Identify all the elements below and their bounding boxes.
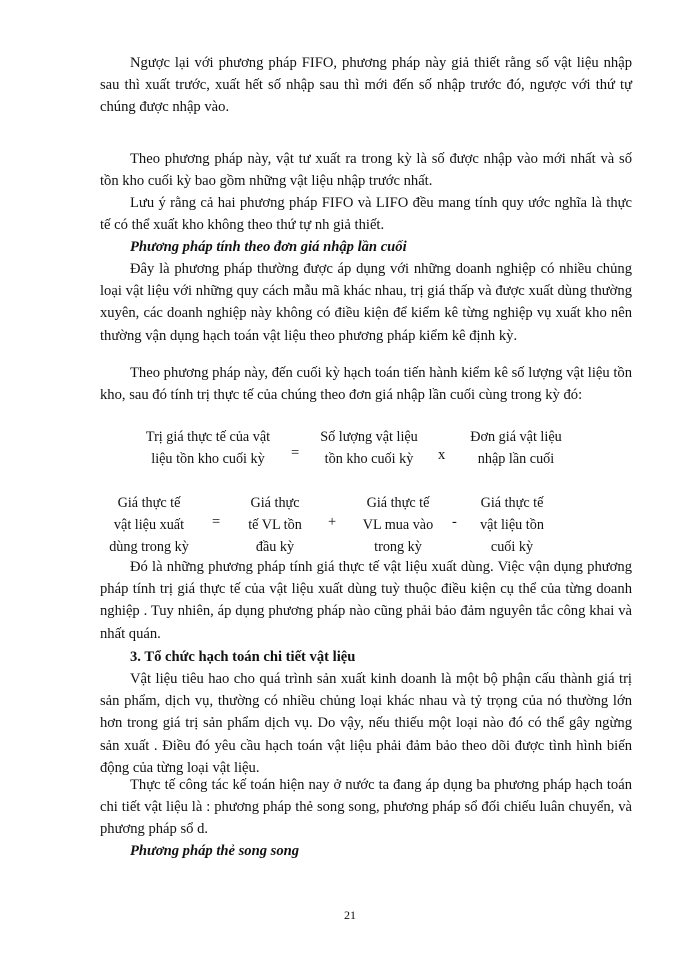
formula1-term2-line2: tồn kho cuối kỳ — [324, 451, 414, 467]
formula2-a-line2: vật liệu xuất — [113, 517, 185, 533]
heading-last-price-method: Phương pháp tính theo đơn giá nhập lần cuối — [130, 239, 407, 255]
paragraph-material-consumption: Vật liệu tiêu hao cho quá trình sản xuất kinh doanh là một bộ phận cấu thành giá trị sản phẩm, dịch vụ, thường có nhiều chủng loại khác nhau và tỷ trọng của nó thường lớn hơn trong giá trị sản phẩm dịch vụ. Do vậy, nếu thiếu một loại nào đó có thể gây ngừng sản xuất . Điều đó yêu cầu hạch toán vật liệu phải đảm bảo theo dõi được tình hình biến động của từng loại vật liệu. — [100, 671, 632, 776]
formula2-d-line2: vật liệu tồn — [480, 517, 544, 533]
formula2-b-line2: tế VL tồn — [248, 517, 302, 533]
formula2-plus: + — [328, 514, 337, 530]
formula2-c-line2: VL mua vào — [362, 517, 434, 533]
formula1-term3-line2: nhập lần cuối — [477, 451, 555, 467]
formula2-equals: = — [212, 514, 221, 530]
paragraph-lifo-method: Theo phương pháp này, vật tư xuất ra trong kỳ là số được nhập vào mới nhất và số tồn kho cuối kỳ bao gồm những vật liệu nhập trước nhất. — [100, 151, 632, 190]
formula2-b-line3: đầu kỳ — [255, 539, 295, 555]
formula1-term3-line1: Đơn giá vật liệu — [470, 429, 562, 445]
formula1-term2-line1: Số lượng vật liệu — [320, 429, 418, 445]
paragraph-fifo-lifo-note: Lưu ý rằng cả hai phương pháp FIFO và LIFO đều mang tính quy ước nghĩa là thực tế có thể xuất kho không theo thứ tự nh giả thiết. — [100, 195, 632, 234]
formula2-a-line3: dùng trong kỳ — [109, 539, 189, 555]
formula2-b-line1: Giá thực — [250, 495, 300, 511]
paragraph-last-price-calc: Theo phương pháp này, đến cuối kỳ hạch toán tiến hành kiểm kê số lượng vật liệu tồn kho, sau đó tính trị thực tế của chúng theo đơn giá nhập lần cuối cùng trong kỳ đó: — [100, 365, 632, 404]
formula2-c-line1: Giá thực tế — [366, 495, 430, 511]
formula1-equals: = — [291, 445, 300, 461]
paragraph-methods-summary: Đó là những phương pháp tính giá thực tế vật liệu xuất dùng. Việc vận dụng phương pháp tính trị giá thực tế của vật liệu xuất dùng tuỳ thuộc điều kiện cụ thể của từng doanh nghiệp . Tuy nhiên, áp dụng phương pháp nào cũng phải bảo đảm nguyên tắc công khai và nhất quán. — [100, 559, 632, 642]
paragraph-lifo-intro: Ngược lại với phương pháp FIFO, phương pháp này giả thiết rằng số vật liệu nhập sau thì xuất trước, xuất hết số nhập sau thì mới đến số nhập trước đó, ngược với thứ tự chúng được nhập vào. — [100, 55, 632, 116]
formula2-a-line1: Giá thực tế — [117, 495, 181, 511]
paragraph-accounting-practice: Thực tế công tác kế toán hiện nay ở nước ta đang áp dụng ba phương pháp hạch toán chi tiết vật liệu là : phương pháp thẻ song song, phương pháp sổ đối chiếu luân chuyển, và phương pháp sổ d. — [100, 777, 632, 838]
formula1-term1-line1: Trị giá thực tế của vật — [145, 429, 271, 445]
formula2-minus: - — [452, 514, 457, 530]
formula1-times: x — [438, 447, 446, 463]
heading-parallel-card-method: Phương pháp thẻ song song — [130, 843, 300, 859]
formula2-d-line1: Giá thực tế — [480, 495, 544, 511]
page-number: 21 — [344, 908, 356, 922]
formula1-term1-line2: liệu tồn kho cuối kỳ — [151, 451, 265, 467]
paragraph-last-price-desc: Đây là phương pháp thường được áp dụng với những doanh nghiệp có nhiều chủng loại vật liệu với những quy cách mẫu mã khác nhau, trị giá thấp và được xuất dùng thường xuyên, các doanh nghiệp này không có điều kiện để kiểm kê từng nghiệp vụ xuất kho nên thường vận dụng hạch toán vật liệu theo phương pháp kiểm kê định kỳ. — [100, 261, 632, 344]
formula2-d-line3: cuối kỳ — [490, 539, 534, 555]
formula2-c-line3: trong kỳ — [374, 539, 422, 555]
section-heading-3: 3. Tổ chức hạch toán chi tiết vật liệu — [130, 649, 356, 665]
